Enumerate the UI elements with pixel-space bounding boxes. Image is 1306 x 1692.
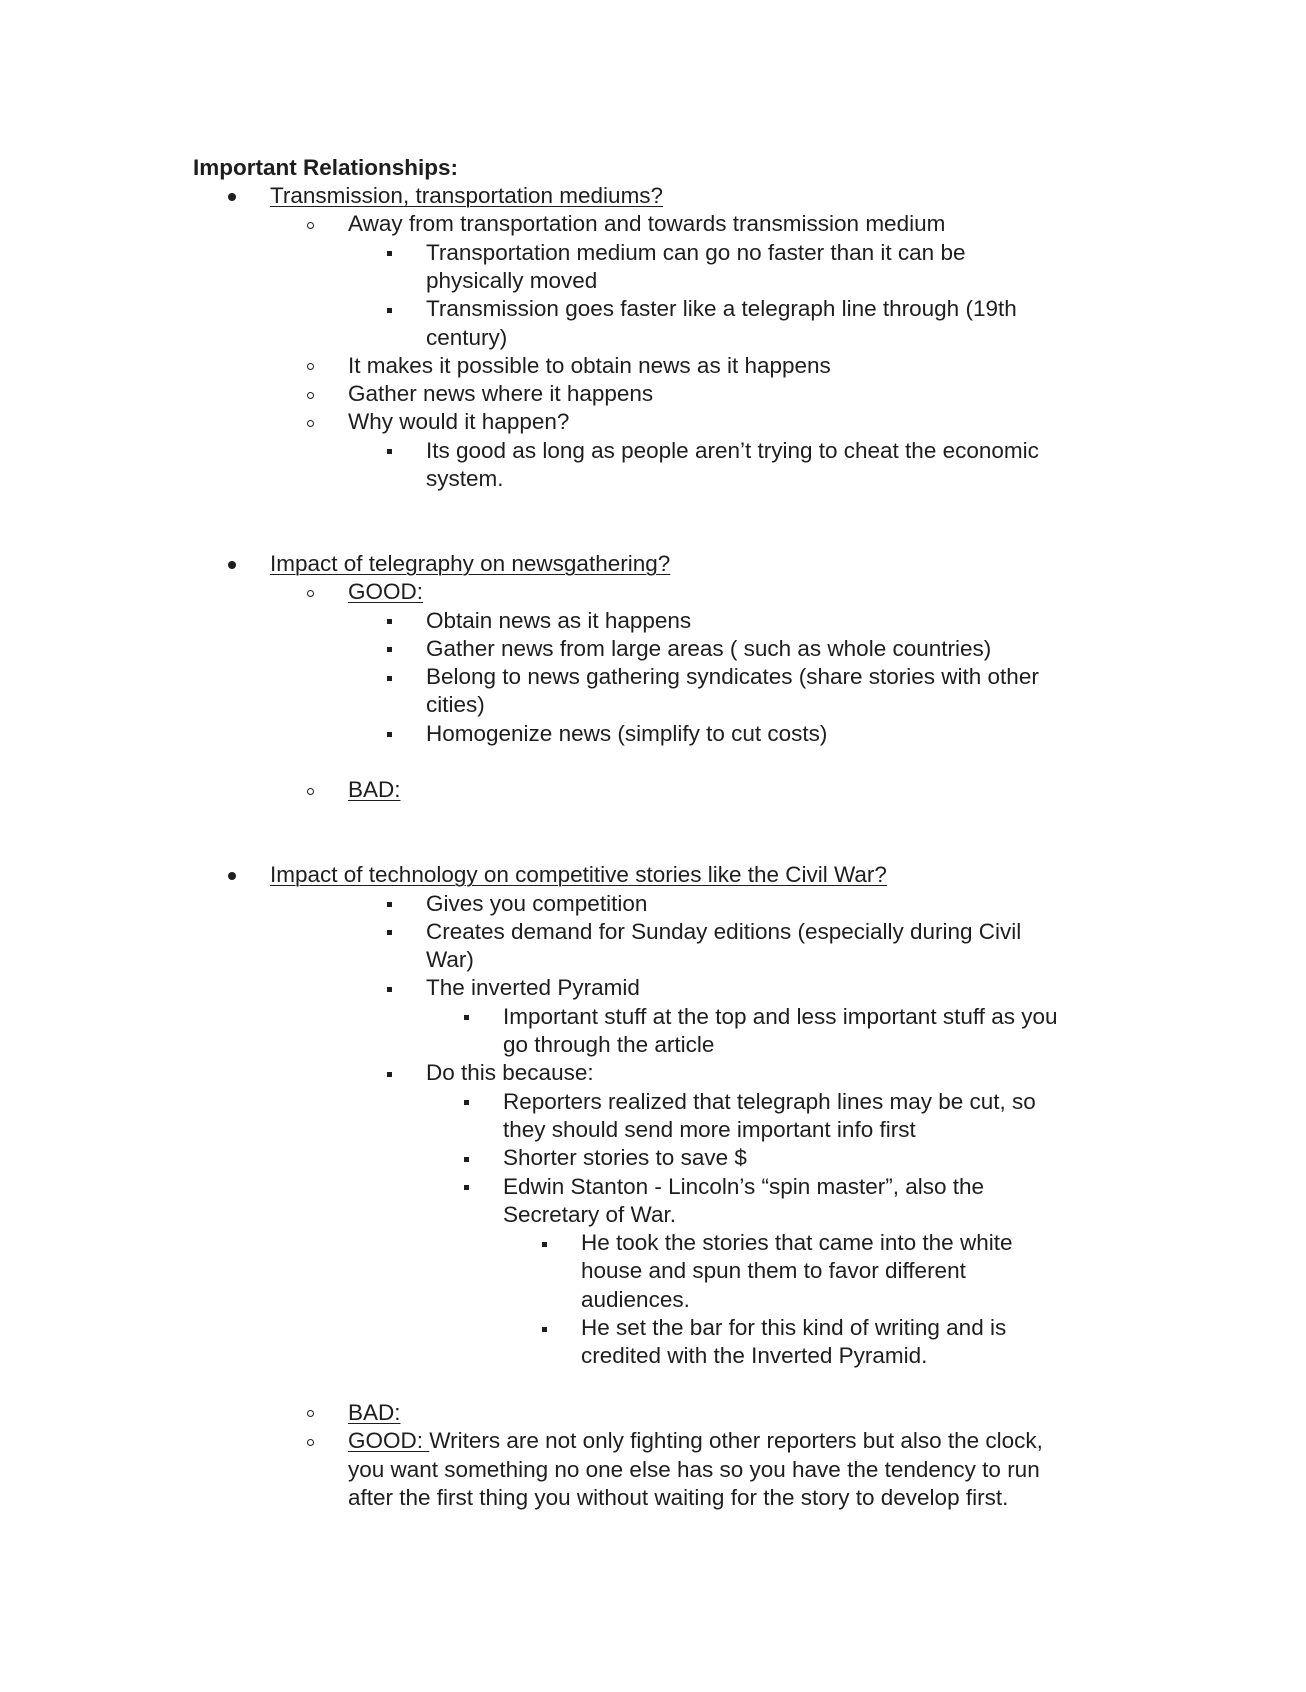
outline-item-continuation — [348, 1484, 1008, 1512]
bullet-circle-icon — [307, 222, 314, 229]
outline-item-text: He set the bar for this kind of writing and is — [581, 1315, 1007, 1340]
outline-item-text: Impact of technology on competitive stories like the Civil War? — [270, 862, 887, 888]
outline-item — [426, 918, 1021, 946]
outline-item-text: Belong to news gathering syndicates (share stories with other — [426, 664, 1039, 690]
bullet-square-icon — [387, 930, 392, 935]
outline-item-text: Gather news where it happens — [348, 381, 654, 407]
bullet-square-icon — [464, 1185, 469, 1190]
bullet-square-icon — [387, 987, 392, 992]
outline-item-text: after the first thing you without waiting for the story to develop first. — [348, 1484, 1009, 1510]
outline-item-continuation — [581, 1286, 690, 1314]
outline-item-text: Impact of telegraphy on newsgathering? — [270, 550, 671, 576]
bullet-square-icon — [387, 308, 392, 313]
outline-item-text: BAD: — [348, 1399, 401, 1425]
bullet-disc-icon — [228, 872, 236, 880]
outline-item — [270, 861, 887, 889]
outline-item-continuation — [348, 1456, 1040, 1484]
outline-item — [270, 550, 670, 578]
bullet-square-icon — [464, 1157, 469, 1162]
outline-item — [348, 1427, 1043, 1455]
outline-item — [426, 635, 991, 663]
outline-item-rest: Writers are not only fighting other reporters but also the clock, — [429, 1428, 1043, 1454]
outline-item-text: audiences. — [581, 1286, 690, 1312]
bullet-square-icon — [387, 619, 392, 624]
outline-item-text: physically moved — [426, 267, 598, 293]
outline-item — [426, 974, 640, 1002]
outline-item-text: Shorter stories to save $ — [503, 1145, 747, 1171]
outline-item-text: Why would it happen? — [348, 409, 570, 435]
bullet-circle-icon — [307, 420, 314, 427]
bullet-square-icon — [464, 1015, 469, 1020]
outline-item — [426, 663, 1039, 691]
outline-item-text: The inverted Pyramid — [426, 975, 640, 1001]
outline-item — [348, 408, 569, 436]
outline-item-text: Away from transportation and towards transmission medium — [348, 211, 946, 237]
outline-item-text: Obtain news as it happens — [426, 607, 692, 633]
outline-item — [581, 1229, 1012, 1257]
outline-item-text: Creates demand for Sunday editions (especially during Civil — [426, 918, 1022, 944]
outline-item — [426, 437, 1039, 465]
outline-item-text: house and spun them to favor different — [581, 1258, 966, 1284]
bullet-square-icon — [387, 251, 392, 256]
outline-item — [426, 295, 1017, 323]
outline-item-text: credited with the Inverted Pyramid. — [581, 1343, 928, 1369]
bullet-square-icon — [387, 732, 392, 737]
outline-item-text: GOOD: — [348, 1428, 430, 1454]
outline-item — [270, 182, 663, 210]
outline-item-text: cities) — [426, 692, 485, 718]
outline-item-text: Its good as long as people aren’t trying to cheat the economic — [426, 437, 1039, 463]
outline-item — [348, 776, 401, 804]
outline-item-text: It makes it possible to obtain news as it happens — [348, 352, 831, 378]
outline-item-text: Important stuff at the top and less important stuff as you — [503, 1003, 1058, 1029]
outline-item-continuation — [426, 267, 597, 295]
outline-item-text: Secretary of War. — [503, 1201, 676, 1227]
outline-item — [503, 1088, 1036, 1116]
bullet-square-icon — [542, 1242, 547, 1247]
outline-item-continuation — [426, 324, 507, 352]
outline-item-text: Reporters realized that telegraph lines may be cut, so — [503, 1088, 1036, 1114]
bullet-disc-icon — [228, 561, 236, 569]
outline-item-continuation — [426, 465, 504, 493]
outline-item-continuation — [426, 946, 474, 974]
outline-item — [348, 352, 831, 380]
bullet-circle-icon — [307, 590, 314, 597]
outline-item-text: Gather news from large areas ( such as whole countries) — [426, 635, 992, 661]
outline-item — [503, 1173, 984, 1201]
outline-item-text: system. — [426, 466, 504, 491]
outline-item-text: go through the article — [503, 1032, 715, 1057]
bullet-square-icon — [387, 647, 392, 652]
bullet-circle-icon — [307, 392, 314, 399]
outline-item-text: you want something no one else has so you have the tendency to run — [348, 1456, 1040, 1482]
outline-item — [426, 239, 965, 267]
outline-item-continuation — [426, 691, 485, 719]
outline-item — [348, 578, 423, 606]
bullet-square-icon — [387, 676, 392, 681]
outline-item-continuation — [503, 1201, 676, 1229]
outline-item-continuation — [503, 1031, 714, 1059]
bullet-circle-icon — [307, 788, 314, 795]
outline-item-text: Homogenize news (simplify to cut costs) — [426, 720, 828, 746]
bullet-square-icon — [387, 902, 392, 907]
outline-item — [348, 1399, 401, 1427]
outline-item — [426, 890, 647, 918]
bullet-square-icon — [542, 1327, 547, 1332]
outline-item-continuation — [503, 1116, 916, 1144]
bullet-square-icon — [464, 1100, 469, 1105]
outline-item — [503, 1144, 747, 1172]
outline-item — [426, 1059, 594, 1087]
bullet-circle-icon — [307, 363, 314, 370]
outline-item-text: they should send more important info first — [503, 1116, 916, 1142]
bullet-square-icon — [387, 449, 392, 454]
outline-item-text: Transmission goes faster like a telegraph line through (19th — [426, 296, 1017, 322]
outline-item-continuation — [581, 1257, 966, 1285]
outline-item-text: BAD: — [348, 777, 401, 803]
bullet-circle-icon — [307, 1410, 314, 1417]
outline-item-text: Transmission, transportation mediums? — [270, 183, 664, 208]
outline-item — [348, 380, 653, 408]
outline-item — [426, 607, 691, 635]
page-heading: Important Relationships: — [193, 155, 459, 180]
outline-item — [581, 1314, 1006, 1342]
outline-item-text: Edwin Stanton - Lincoln’s “spin master”, also the — [503, 1173, 985, 1199]
outline-item-text: century) — [426, 324, 508, 350]
outline-item-continuation — [581, 1342, 927, 1370]
outline-item-text: GOOD: — [348, 579, 424, 605]
bullet-circle-icon — [307, 1439, 314, 1446]
outline-item-text: He took the stories that came into the white — [581, 1230, 1013, 1256]
bullet-square-icon — [387, 1072, 392, 1077]
outline-item-text: Transportation medium can go no faster than it can be — [426, 239, 966, 265]
outline-item — [503, 1003, 1057, 1031]
outline-item-text: War) — [426, 947, 474, 973]
outline-item — [426, 720, 827, 748]
outline-item-text: Do this because: — [426, 1060, 594, 1086]
outline-item-text: Gives you competition — [426, 890, 648, 916]
bullet-disc-icon — [228, 193, 236, 201]
outline-item — [348, 210, 945, 238]
